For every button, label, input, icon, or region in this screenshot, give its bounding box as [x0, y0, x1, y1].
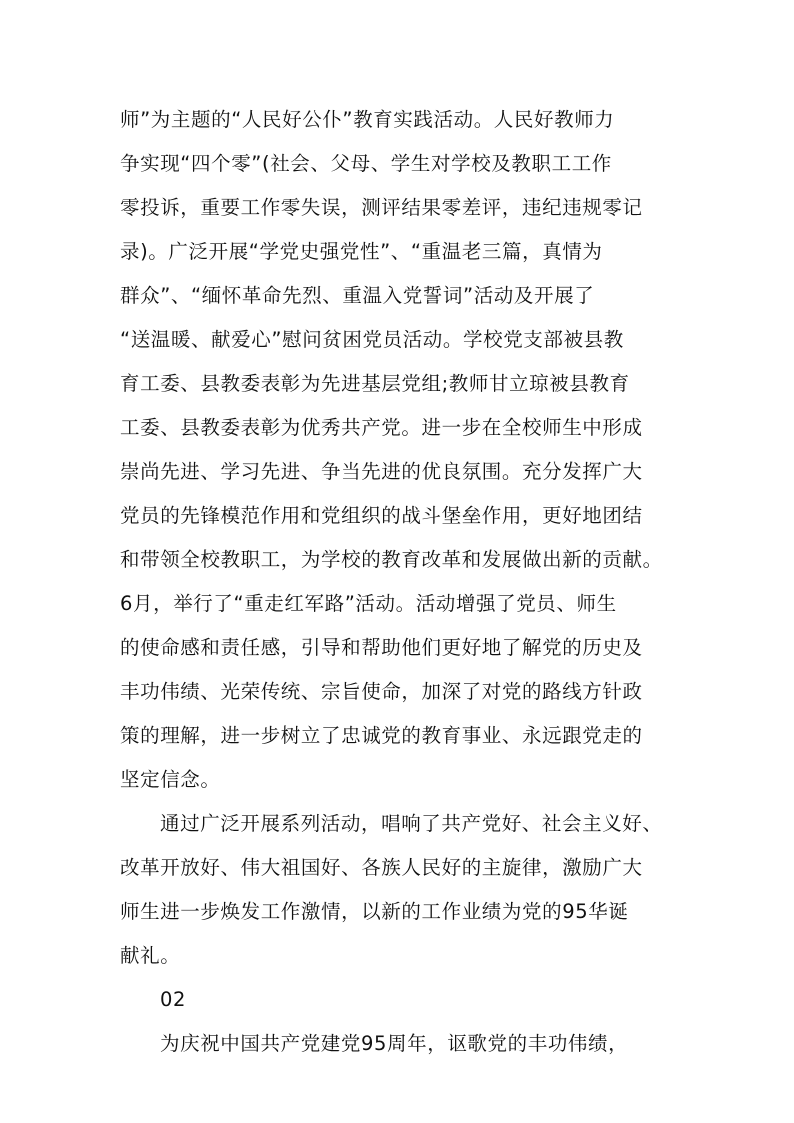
paragraph-line: 崇尚先进、学习先进、争当先进的优良氛围。充分发挥广大	[120, 460, 643, 483]
paragraph-line: 6月，举行了“重走红军路”活动。活动增强了党员、师生	[120, 592, 617, 615]
paragraph-line: 师生进一步焕发工作激情，以新的工作业绩为党的95华诞	[120, 900, 629, 923]
paragraph-line: 通过广泛开展系列活动，唱响了共产党好、社会主义好、	[160, 812, 663, 835]
paragraph-line: 师”为主题的“人民好公仆”教育实践活动。人民好教师力	[120, 108, 615, 131]
paragraph-line: 党员的先锋模范作用和党组织的战斗堡垒作用，更好地团结	[120, 504, 643, 527]
paragraph-line: 的使命感和责任感，引导和帮助他们更好地了解党的历史及	[120, 636, 643, 659]
paragraph-line: 丰功伟绩、光荣传统、宗旨使命，加深了对党的路线方针政	[120, 680, 643, 703]
paragraph-line: 零投诉，重要工作零失误，测评结果零差评，违纪违规零记	[120, 196, 643, 219]
paragraph-line: 争实现“四个零”(社会、父母、学生对学校及教职工工作	[120, 152, 612, 175]
paragraph-line: 改革开放好、伟大祖国好、各族人民好的主旋律，激励广大	[120, 856, 643, 879]
paragraph-line: “送温暖、献爱心”慰问贫困党员活动。学校党支部被县教	[120, 328, 624, 351]
paragraph-line: 策的理解，进一步树立了忠诚党的教育事业、永远跟党走的	[120, 724, 643, 747]
paragraph-line: 群众”、“缅怀革命先烈、重温入党誓词”活动及开展了	[120, 284, 595, 307]
paragraph-line: 为庆祝中国共产党建党95周年，讴歌党的丰功伟绩，	[160, 1032, 629, 1055]
paragraph-line: 献礼。	[120, 944, 181, 967]
paragraph-line: 录)。广泛开展“学党史强党性”、“重温老三篇，真情为	[120, 240, 603, 263]
section-number: 02	[160, 988, 187, 1011]
paragraph-line: 工委、县教委表彰为优秀共产党。进一步在全校师生中形成	[120, 416, 643, 439]
paragraph-line: 和带领全校教职工，为学校的教育改革和发展做出新的贡献。	[120, 548, 663, 571]
paragraph-line: 育工委、县教委表彰为先进基层党组;教师甘立琼被县教育	[120, 372, 630, 395]
paragraph-line: 坚定信念。	[120, 768, 221, 791]
